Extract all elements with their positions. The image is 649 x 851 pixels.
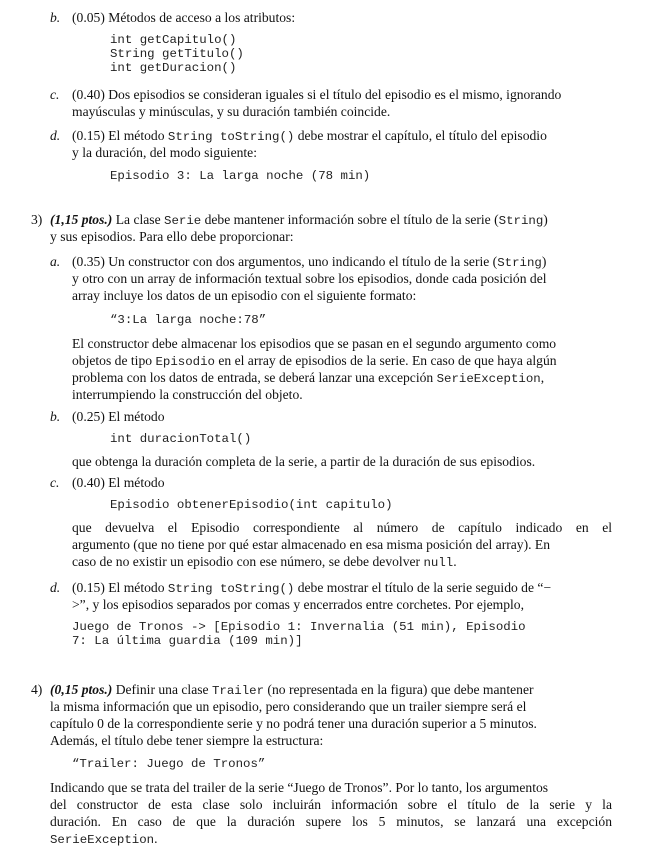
inline-code: Trailer: [211, 684, 265, 698]
method-signature: int duracionTotal(): [110, 432, 252, 446]
inline-code: String toString(): [167, 130, 295, 144]
item-label: a.: [50, 254, 61, 269]
code-line: 7: La última guardia (109 min)]: [72, 634, 303, 648]
item-text: (0.40) El método: [72, 475, 165, 490]
text-fragment: Definir una clase: [112, 682, 212, 697]
text-fragment: objetos de tipo: [72, 353, 156, 368]
text-fragment: ): [543, 212, 548, 227]
item-text-line: argumento (que no tiene por qué estar almacenado en esa misma posición del array). En: [72, 537, 550, 552]
text-fragment: .: [154, 831, 158, 846]
item-label: b.: [50, 10, 61, 25]
inline-code: Episodio: [155, 355, 215, 369]
section-text-line: Además, el título debe tener siempre la estructura:: [50, 733, 324, 748]
item-label: c.: [50, 87, 60, 102]
item-text-line: interrumpiendo la construcción del objeto.: [72, 387, 303, 402]
section-text-line: la misma información que un episodio, pero considerando que un trailer siempre será el: [50, 699, 527, 714]
item-text: (0.25) El método: [72, 409, 165, 424]
text-fragment: La clase: [112, 212, 165, 227]
item-text-line: El constructor debe almacenar los episodios que se pasan en el segundo argumento como: [72, 336, 557, 351]
section-text-line: [50, 830, 158, 849]
example-output: Episodio 3: La larga noche (78 min): [110, 169, 371, 183]
text-fragment: debe mantener información sobre el título de la serie (: [201, 212, 499, 227]
item-text-line: [72, 553, 457, 572]
item-text-line: (0.40) Dos episodios se consideran iguales si el título del episodio es el mismo, ignorando: [72, 87, 562, 102]
item-text-line: que obtenga la duración completa de la serie, a partir de la duración de sus episodios.: [72, 454, 536, 469]
text-fragment: en el array de episodios de la serie. En caso de que haya algún: [214, 353, 557, 368]
inline-code: String toString(): [167, 582, 295, 596]
item-text: (0.05) Métodos de acceso a los atributos:: [72, 10, 296, 25]
code-block: [110, 33, 244, 75]
item-label: d.: [50, 128, 61, 143]
item-label: c.: [50, 475, 60, 490]
method-signature: Episodio obtenerEpisodio(int capitulo): [110, 498, 393, 512]
example-title: “Trailer: Juego de Tronos”: [72, 757, 266, 771]
text-fragment: (0.15) El método: [72, 580, 168, 595]
example-output: [72, 620, 526, 648]
section-points: (0,15 ptos.): [50, 682, 113, 697]
section-number: 4): [31, 682, 43, 697]
section-points: (1,15 ptos.): [50, 212, 113, 227]
inline-code: null: [423, 556, 454, 570]
item-text-line: que devuelva el Episodio correspondiente al número de capítulo indicado en el: [72, 520, 612, 535]
item-text-line: y otro con un array de información textual sobre los episodios, donde cada posición del: [72, 271, 547, 286]
inline-code: SerieException: [436, 372, 541, 386]
text-fragment: (0.15) El método: [72, 128, 168, 143]
code-line: String getTitulo(): [110, 47, 244, 61]
text-fragment: (no representada en la figura) que debe mantener: [264, 682, 534, 697]
inline-code: String: [497, 256, 542, 270]
section-text-line: del constructor de esta clase solo incluirán información sobre el título de la serie y la: [50, 797, 612, 812]
text-fragment: caso de no existir un episodio con ese número, se debe devolver: [72, 554, 424, 569]
code-line: Juego de Tronos -> [Episodio 1: Invernalia (51 min), Episodio: [72, 620, 526, 634]
text-fragment: debe mostrar el capítulo, el título del episodio: [294, 128, 547, 143]
code-line: int getDuracion(): [110, 61, 237, 75]
inline-code: Serie: [164, 214, 202, 228]
text-fragment: (0.35) Un constructor con dos argumentos, uno indicando el título de la serie (: [72, 254, 498, 269]
text-fragment: .: [453, 554, 457, 569]
code-line: int getCapitulo(): [110, 33, 237, 47]
section-text-line: capítulo 0 de la correspondiente serie y no podrá tener una duración superior a 5 minutos.: [50, 716, 537, 731]
item-text-line: y la duración, del modo siguiente:: [72, 145, 257, 160]
section-number: 3): [31, 212, 43, 227]
inline-code: SerieException: [50, 833, 155, 847]
item-text-line: array incluye los datos de un episodio con el siguiente formato:: [72, 288, 417, 303]
section-text-line: duración. En caso de que la duración supere los 5 minutos, se lanzará una excepción: [50, 814, 612, 829]
text-fragment: problema con los datos de entrada, se deberá lanzar una excepción: [72, 370, 437, 385]
item-text-line: >”, y los episodios separados por comas y encerrados entre corchetes. Por ejemplo,: [72, 597, 524, 612]
text-fragment: ): [541, 254, 547, 269]
item-label: b.: [50, 409, 61, 424]
text-fragment: ,: [540, 370, 545, 385]
text-fragment: debe mostrar el título de la serie seguido de “−: [294, 580, 552, 595]
example-format: “3:La larga noche:78”: [110, 313, 267, 327]
section-intro-line: y sus episodios. Para ello debe proporcionar:: [50, 229, 294, 244]
section-text-line: Indicando que se trata del trailer de la serie “Juego de Tronos”. Por lo tanto, los argumentos: [50, 780, 549, 795]
item-text-line: mayúsculas y minúsculas, y su duración también coincide.: [72, 104, 391, 119]
item-label: d.: [50, 580, 61, 595]
inline-code: String: [498, 214, 544, 228]
